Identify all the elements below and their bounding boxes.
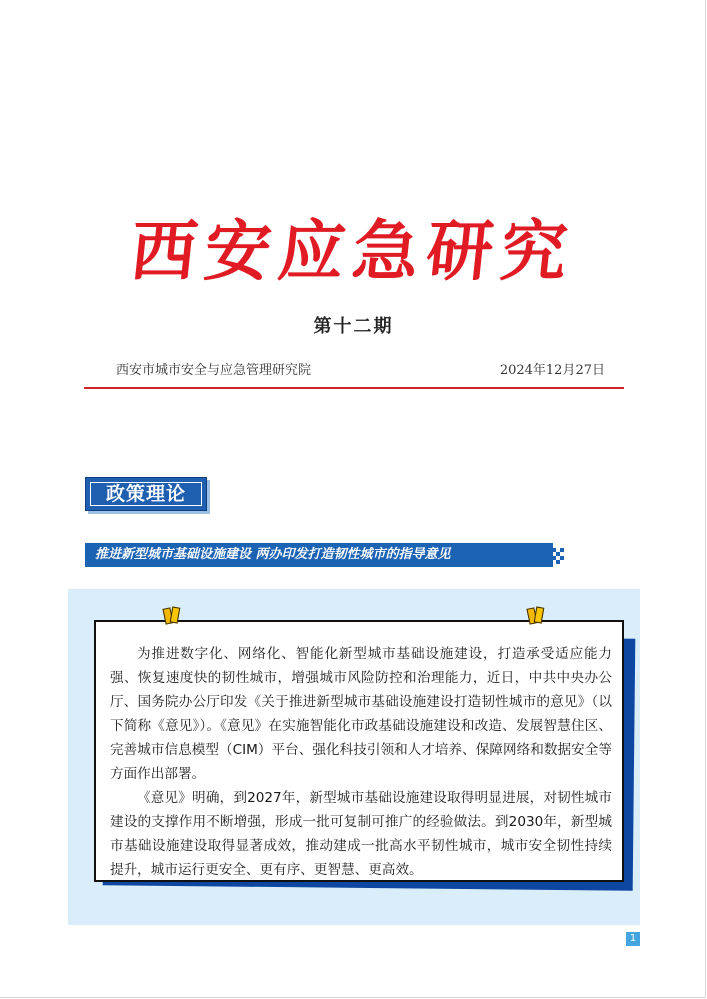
checker-decoration [552,546,566,564]
article-paragraph: 《意见》明确，到2027年，新型城市基础设施建设取得明显进展，对韧性城市建设的支撑作用不断增强，形成一批可复制可推广的经验做法。到2030年，新型城市基础设施建设取得显著成效，推动建成一批高水平韧性城市，城市安全韧性持续提升，城市运行更安全、更有序、更智慧、更高效。 [110,790,612,878]
issue-number: 第十二期 [313,316,394,337]
article-paragraph: 为推进数字化、网络化、智能化新型城市基础设施建设，打造承受适应能力强、恢复速度快的韧性城市，增强城市风险防控和治理能力，近日，中共中央办公厅、国务院办公厅印发《关于推进新型城市基础设施建设打造韧性城市的意见》（以下简称《意见》）。《意见》在实施智能化市政基础设施建设和改造、发展智慧住区、完善城市信息模型（CIM）平台、强化科技引领和人才培养、保障网络和数据安全等方面作出部署。 [110,646,612,782]
page-number: 1 [626,932,640,946]
pin-right-icon [528,607,542,625]
header-divider [84,387,624,389]
article-body [110,642,612,882]
publication-date: 2024年12月27日 [499,363,605,378]
pin-left-icon [164,607,178,625]
article-headline: 推进新型城市基础设施建设 两办印发打造韧性城市的指导意见 [85,543,553,567]
section-tag-label: 政策理论 [90,482,202,506]
publisher-organization: 西安市城市安全与应急管理研究院 [116,363,312,378]
magazine-title: 西安应急研究 [126,212,580,290]
section-tag [85,477,207,511]
